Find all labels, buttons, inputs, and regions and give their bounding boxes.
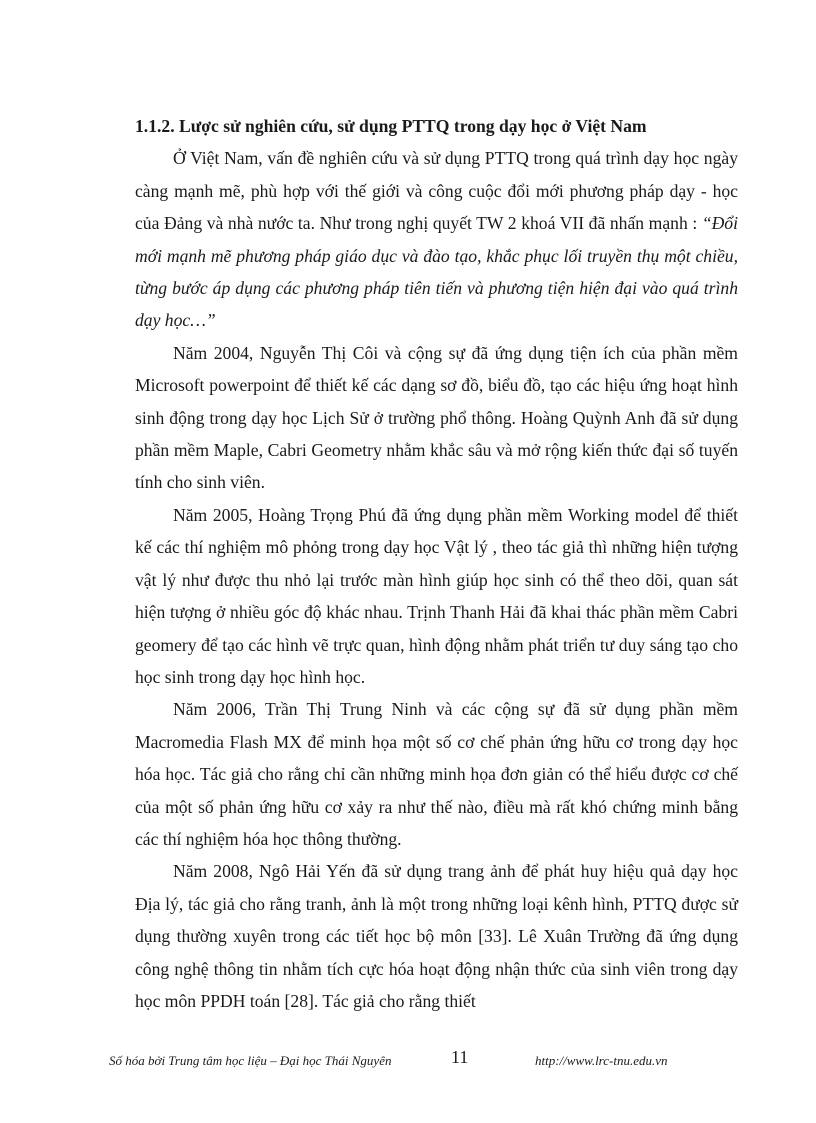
page-number: 11 [451, 1047, 469, 1067]
footer-url[interactable]: http://www.lrc-tnu.edu.vn [535, 1053, 668, 1068]
paragraph-2: Năm 2004, Nguyễn Thị Côi và cộng sự đã ứng dụng tiện ích của phần mềm Microsoft powerpoint để thiết kế các dạng sơ đồ, biểu đồ, tạo các hiệu ứng hoạt hình sinh động trong dạy học Lịch Sử ở trường phổ thông. Hoàng Quỳnh Anh đã sử dụng phần mềm Maple, Cabri Geometry nhằm khắc sâu và mở rộng kiến thức đại số tuyến tính cho sinh viên. [135, 342, 738, 493]
page-footer [109, 1047, 729, 1072]
footer-source: Số hóa bởi Trung tâm học liệu – Đại học Thái Nguyên [109, 1053, 392, 1068]
resolution-quote: “Đổi mới mạnh mẽ phương pháp giáo dục và đào tạo, khắc phục lối truyền thụ một chiều, từng bước áp dụng các phương pháp tiên tiến và phương tiện hiện đại vào quá trình dạy học…” [135, 213, 738, 331]
paragraph-3: Năm 2005, Hoàng Trọng Phú đã ứng dụng phần mềm Working model để thiết kế các thí nghiệm mô phỏng trong dạy học Vật lý , theo tác giả thì những hiện tượng vật lý như được thu nhỏ lại trước màn hình giúp học sinh có thể theo dõi, quan sát hiện tượng ở nhiều góc độ khác nhau. Trịnh Thanh Hải đã khai thác phần mềm Cabri geomery để tạo các hình vẽ trực quan, hình động nhằm phát triển tư duy sáng tạo cho học sinh trong dạy học hình học. [135, 504, 738, 687]
paragraph-4: Năm 2006, Trần Thị Trung Ninh và các cộng sự đã sử dụng phần mềm Macromedia Flash MX để minh họa một số cơ chế phản ứng hữu cơ trong dạy học hóa học. Tác giả cho rằng chỉ cần những minh họa đơn giản có thể hiểu được cơ chế của một số phản ứng hữu cơ xảy ra như thế nào, điều mà rất khó chứng minh bằng các thí nghiệm hóa học thông thường. [135, 699, 738, 849]
paragraph-5: Năm 2008, Ngô Hải Yến đã sử dụng trang ảnh để phát huy hiệu quả dạy học Địa lý, tác giả cho rằng tranh, ảnh là một trong những loại kênh hình, PTTQ được sử dụng thường xuyên trong các tiết học bộ môn [33]. Lê Xuân Trường đã ứng dụng công nghệ thông tin nhằm tích cực hóa hoạt động nhận thức của sinh viên trong dạy học môn PPDH toán [28]. Tác giả cho rằng thiết [135, 861, 738, 1011]
section-heading: 1.1.2. Lược sử nghiên cứu, sử dụng PTTQ trong dạy học ở Việt Nam [135, 116, 647, 136]
paragraph-1-text: Ở Việt Nam, vấn đề nghiên cứu và sử dụng PTTQ trong quá trình dạy học ngày càng mạnh mẽ, phù hợp với thế giới và công cuộc đổi mới phương pháp dạy - học của Đảng và nhà nước ta. Như trong nghị quyết TW 2 khoá VII đã nhấn mạnh : [135, 148, 738, 234]
paragraph-1 [135, 142, 738, 336]
page-content [135, 110, 738, 1017]
